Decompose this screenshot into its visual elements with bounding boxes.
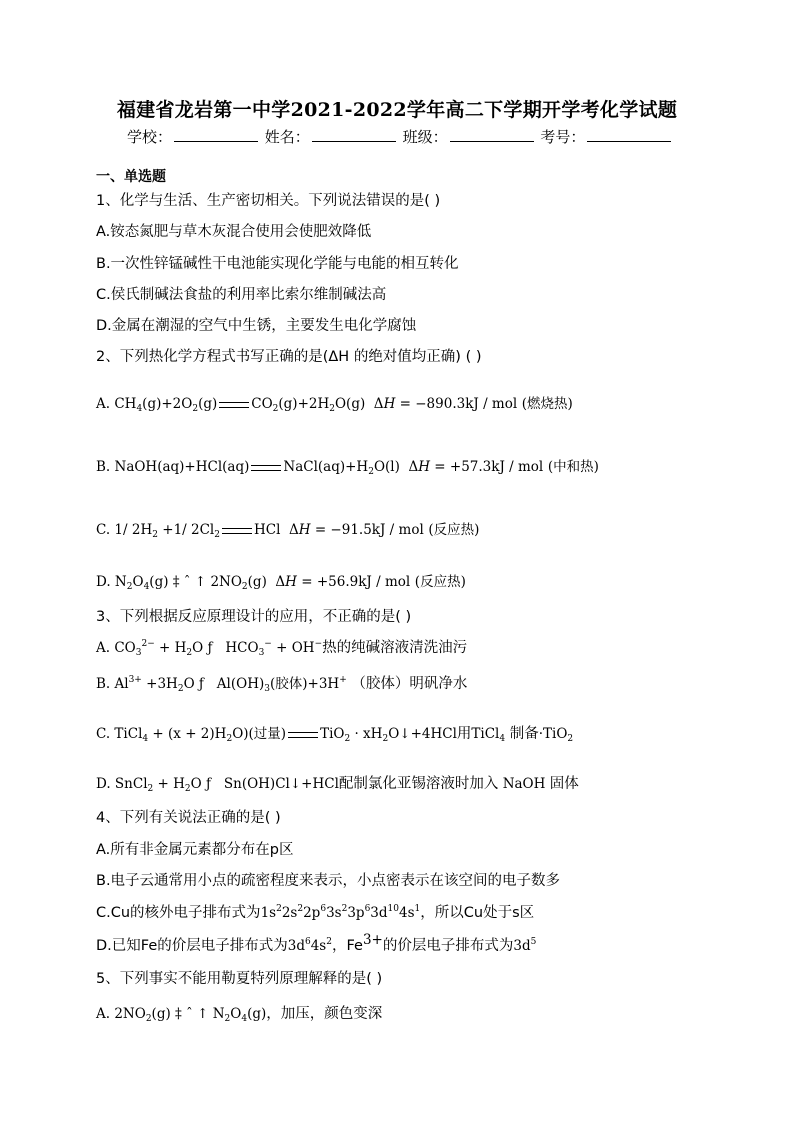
q5-stem: 5、下列事实不能用勒夏特列原理解释的是( ) [96,971,383,987]
q3-option-b [96,672,467,693]
q3-d-equation: D. SnCl$_2$ + $H_2O$ ƒ Sn(OH)Cl↓+HCl [96,776,339,794]
school-blank [174,127,258,142]
student-info-line [127,126,673,147]
q4-d-config-fe3: $3d^5$ [513,937,537,954]
q4-stem: 4、下列有关说法正确的是( ) [96,810,281,826]
q3-c-equation: C. TiCl$_4$ + $(x + 2)H_2O$)(过量) $TiO_2 \cdot xH_2O↓+4HCl$ [96,726,457,744]
q4-option-a: A.所有非金属元素都分布在p区 [96,842,294,858]
class-label: 班级： [402,128,448,146]
q1-stem: 1、化学与生活、生产密切相关。下列说法错误的是( ) [96,193,441,209]
name-blank [312,127,396,142]
exam-no-blank [587,127,671,142]
q3-c-formula-2: ·TiO$_2$ [538,726,574,744]
q2-d-equation: D. $N_2O_4(g)$ ‡ ˆ ↑ $2NO_2(g) \Delta H = +56.9kJ$ / mol [96,574,411,592]
q5-option-a [96,1002,382,1023]
q4-c-pre: C.Cu的核外电子排布式为 [96,905,261,921]
q4-c-config: $1s^22s^22p^63s^23p^63d^{10}4s^1$ [260,904,421,921]
q4-d-pre: D.已知Fe的价层电子排布式为 [96,938,288,954]
q2-a-note: (燃烧热) [521,396,573,412]
q3-a-note: 热的纯碱溶液清洗油污 [322,640,468,656]
q4-d-mid2: 的价层电子排布式为 [382,938,514,954]
q3-c-note-pre: 用 [456,726,472,742]
q3-d-note2: 固体 [549,776,579,792]
q3-stem: 3、下列根据反应原理设计的应用，不正确的是( ) [96,609,412,625]
q2-c-note: (反应热) [428,522,480,538]
q3-c-formula-1: TiCl$_4$ [471,726,506,744]
page-title: 福建省龙岩第一中学2021-2022学年高二下学期开学考化学试题 [116,99,678,121]
q4-c-post: ，所以Cu处于s区 [420,905,535,921]
q1-option-c: C.侯氏制碱法食盐的利用率比索尔维制碱法高 [96,287,387,303]
q3-b-equation: B. $Al^{3+} +3H_2O$ ƒ $Al(OH)_3$(胶体)+3H+ [96,675,347,694]
q2-option-d [96,570,466,590]
q4-d-mid: ，Fe [331,938,363,954]
class-blank [450,127,534,142]
q2-stem: 2、下列热化学方程式书写正确的是(ΔH 的绝对值均正确) ( ) [96,349,482,365]
q3-option-c [96,722,573,743]
q5-a-note: ，加压，颜色变深 [266,1006,383,1022]
q2-option-a [96,392,573,412]
q3-c-note: 制备 [509,726,539,742]
name-label: 姓名： [264,128,310,146]
q2-d-note: (反应热) [414,574,466,590]
q3-option-a [96,636,467,657]
q3-option-d [96,772,579,793]
q1-option-d: D.金属在潮湿的空气中生锈，主要发生电化学腐蚀 [96,318,417,334]
section-heading: 一、单选题 [96,169,166,185]
q1-option-a: A.铵态氮肥与草木灰混合使用会使肥效降低 [96,224,372,240]
q4-d-config-fe: $3d^64s^2$ [287,937,332,954]
q4-option-b: B.电子云通常用小点的疏密程度来表示，小点密表示在该空间的电子数多 [96,873,561,889]
q3-d-formula: NaOH [498,776,550,792]
q4-option-d: D.已知Fe的价层电子排布式为$3d^64s^2$，$Fe^{3+}$的价层电子排布式为$3d^5$ [96,932,537,954]
q3-a-equation: A. $CO_3^{2-} + H_2O$ ƒ $HCO_3^- + OH^-$ [96,639,323,658]
q1-option-b: B.一次性锌锰碱性干电池能实现化学能与电能的相互转化 [96,256,459,272]
school-label: 学校： [127,128,173,146]
q2-b-note: (中和热) [547,459,599,475]
q3-d-note: 配制氯化亚锡溶液时加入 [338,776,499,792]
q2-option-b [96,455,599,475]
q3-b-note: （胶体）明矾净水 [351,676,468,692]
q5-a-equation: A. $2NO_2(g)$ ‡ ˆ ↑ $N_2O_4(g)$ [96,1006,267,1024]
q4-option-c [96,901,534,922]
exam-no-label: 考号： [540,128,586,146]
q2-option-c [96,518,479,538]
q2-c-equation: C. 1/ $2H_2 +1/$ $2Cl_2$ HCl ΔH = −91.5kJ / mol [96,522,424,540]
q2-a-equation: A. $CH_4(g)+2O_2(g)$ $CO_2(g)+2H_2O(g) \Delta H = -890.3kJ$ / mol [96,396,518,414]
q2-b-equation: B. NaOH(aq)+HCl(aq) $NaCl(aq)+H_2O(l) \Delta H = +57.3kJ$ / mol [96,459,544,477]
